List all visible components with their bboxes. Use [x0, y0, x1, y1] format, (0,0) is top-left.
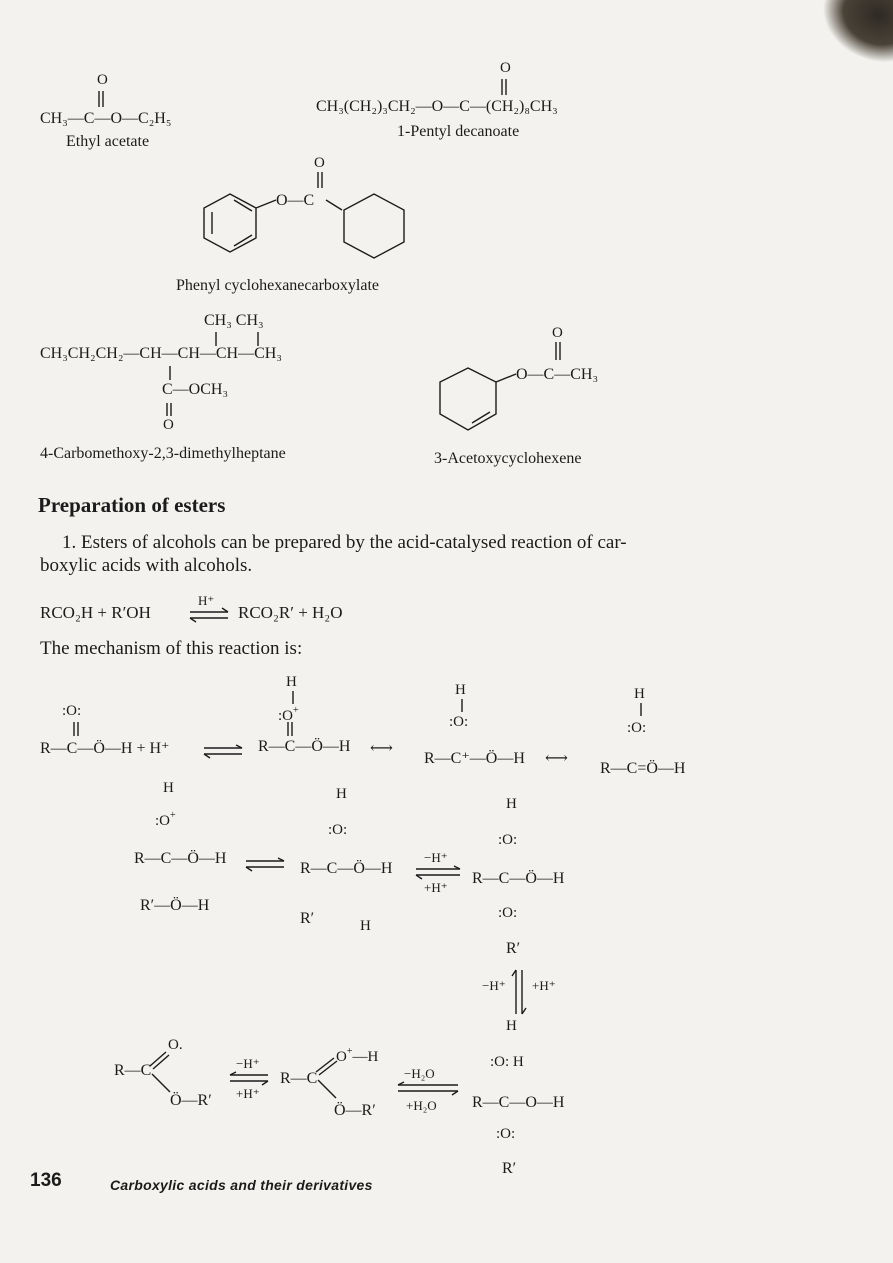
page-corner-shadow [811, 0, 893, 76]
proton-h: H [286, 674, 297, 690]
ethyl-acetate-formula: CH₃—C—O—C₂H₅ [40, 110, 172, 127]
proton-h: H [634, 686, 645, 702]
resonance-arrow: ⟷ [545, 750, 568, 767]
r-prime-label: R′ [506, 940, 521, 957]
page-number: 136 [30, 1170, 62, 1191]
o-r-prime: Ö—R′ [170, 1092, 212, 1109]
ester-final: R—C [114, 1062, 152, 1079]
acetoxy-group-label: O—C—CH₃ [516, 366, 599, 383]
oxonium-o: :O+ [155, 810, 176, 829]
vertical-equilibrium-arrow [512, 968, 526, 1018]
carbonyl-o-label: O [97, 72, 108, 88]
section-heading: Preparation of esters [38, 493, 226, 517]
double-bond-mark [284, 720, 298, 740]
equation-catalyst: H⁺ [198, 593, 215, 608]
minus-h2o-label: −H₂O [404, 1066, 435, 1081]
single-bond-mark [286, 690, 300, 706]
r-prime-label: R′ [300, 910, 315, 927]
equilibrium-arrow [396, 1082, 462, 1096]
hydroxyl-o: :O: H [490, 1054, 524, 1070]
heptane-chain: CH₃CH₂CH₂—CH—CH—CH—CH₃ [40, 345, 282, 362]
equilibrium-arrow [202, 745, 246, 759]
acetoxycyclohexene-structure [430, 320, 650, 440]
r-prime-label: R′ [502, 1160, 517, 1177]
svg-text:O: O [552, 325, 563, 341]
equilibrium-arrow [188, 608, 232, 624]
row1-product-3: R—C=Ö—H [600, 760, 686, 777]
single-bond-mark [634, 702, 648, 718]
single-bond-mark [455, 698, 469, 714]
carbonyl-o-label: O [500, 60, 511, 76]
svg-text:O: O [314, 155, 325, 171]
equation-reactants: RCO₂H + R′OH [40, 603, 151, 622]
plus-h2o-label: +H₂O [406, 1098, 437, 1113]
lone-pair-o: :O: [62, 703, 82, 719]
double-bond-mark [95, 89, 115, 111]
acetoxycyclohexene-name: 3-Acetoxycyclohexene [434, 450, 582, 467]
equilibrium-arrow [414, 866, 464, 880]
carbonyl-o-label: O [163, 417, 174, 433]
hydroxyl-o: :O: [328, 822, 348, 838]
tetrahedral-intermediate: R—C—O—H [472, 1094, 565, 1111]
ester-bonds [312, 1050, 342, 1110]
oxonium-o: :O+ [278, 705, 299, 724]
carbomethoxy-dimethylheptane-name: 4-Carbomethoxy-2,3-dimethylheptane [40, 445, 286, 462]
plus-h-label: +H⁺ [424, 880, 448, 895]
protonated-carbonyl: O+—H [336, 1046, 379, 1065]
proton-h: H [506, 1018, 517, 1034]
minus-h-label: −H⁺ [482, 978, 506, 993]
o-r-prime: Ö—R′ [334, 1102, 376, 1119]
minus-h-label: −H⁺ [424, 850, 448, 865]
pentyl-decanoate-formula: CH₃(CH₂)₃CH₂—O—C—(CH₂)₈CH₃ [316, 98, 558, 115]
plus-h-label: +H⁺ [532, 978, 556, 993]
pentyl-decanoate-name: 1-Pentyl decanoate [397, 123, 520, 140]
row1-product-1: R—C—Ö—H [258, 738, 351, 755]
equilibrium-arrow [228, 1072, 272, 1086]
chapter-title: Carboxylic acids and their derivatives [110, 1177, 373, 1193]
hydroxyl-o: :O: [498, 832, 518, 848]
carbonyl-o-label: O. [168, 1037, 183, 1053]
paragraph-line-1: 1. Esters of alcohols can be prepared by the acid-catalysed reaction of car- [62, 532, 627, 553]
equation-products: RCO₂R′ + H₂O [238, 603, 343, 622]
ester-final: R—C [280, 1070, 318, 1087]
paragraph-line-2: boxylic acids with alcohols. [40, 555, 253, 576]
double-bond-mark [70, 720, 84, 740]
phenyl-cyclohexane-structure [190, 150, 430, 270]
carbomethoxy-group: C—OCH₃ [162, 381, 229, 398]
branch-bonds [150, 330, 300, 420]
proton-h: H [506, 796, 517, 812]
mechanism-intro: The mechanism of this reaction is: [40, 638, 303, 659]
minus-h-label: −H⁺ [236, 1056, 260, 1071]
row2-alcohol: R′—Ö—H [140, 897, 210, 914]
plus-h-label: +H⁺ [236, 1086, 260, 1101]
row1-reactant: R—C—Ö—H + H⁺ [40, 740, 170, 757]
equilibrium-arrow [244, 858, 288, 872]
phenyl-cyclohexanecarboxylate-name: Phenyl cyclohexanecarboxylate [176, 277, 380, 294]
hydroxyl-o: :O: [627, 720, 647, 736]
hydroxyl-o: :O: [449, 714, 469, 730]
proton-h: H [163, 780, 174, 796]
methyl-substituents: CH₃ CH₃ [204, 312, 264, 329]
row2-mid: R—C—Ö—H [300, 860, 393, 877]
ethyl-acetate-name: Ethyl acetate [66, 133, 150, 150]
row1-product-2: R—C⁺—Ö—H [424, 750, 525, 767]
row2-left: R—C—Ö—H [134, 850, 227, 867]
proton-h: H [336, 786, 347, 802]
resonance-arrow: ⟷ [370, 740, 393, 757]
proton-h: H [360, 918, 371, 934]
row2-right: R—C—Ö—H [472, 870, 565, 887]
ether-o: :O: [498, 905, 518, 921]
double-bond-mark [498, 77, 518, 99]
proton-h: H [455, 682, 466, 698]
ester-group-label: O—C [276, 192, 315, 209]
ether-o: :O: [496, 1126, 516, 1142]
